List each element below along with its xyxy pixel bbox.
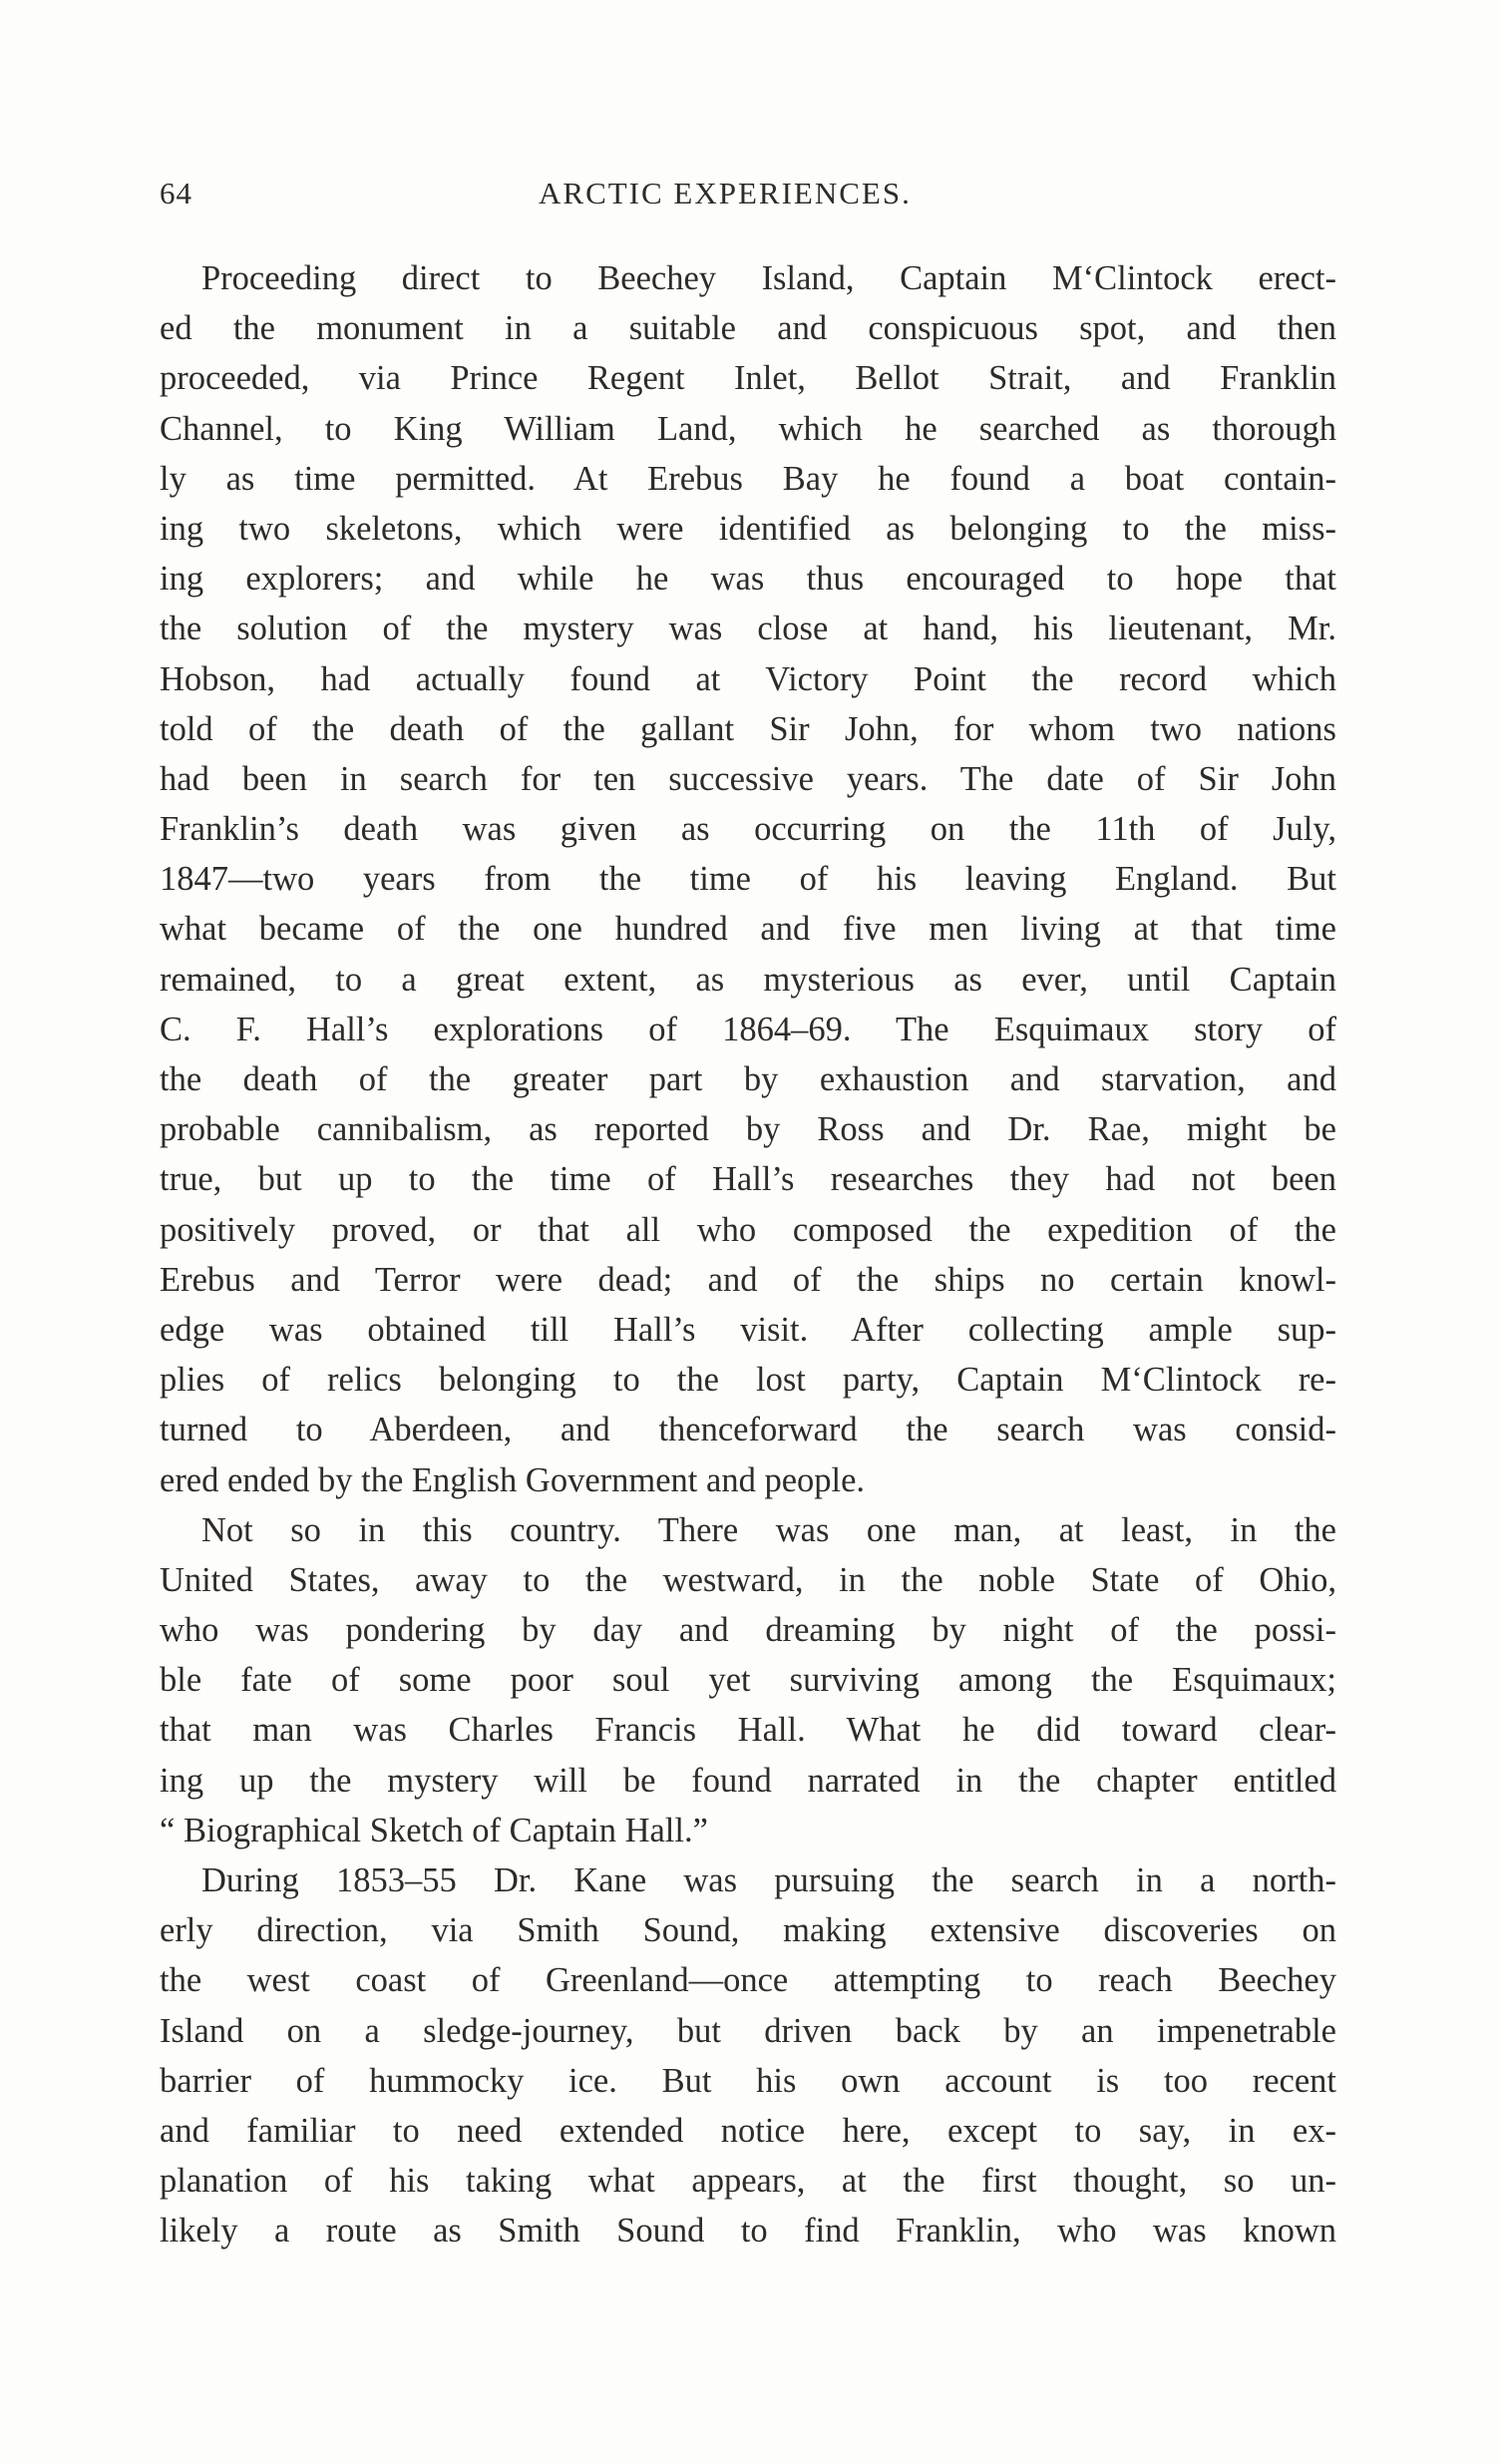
text-line: positively proved, or that all who composed the expedition of the bbox=[160, 1210, 1336, 1249]
body-text bbox=[160, 253, 1336, 2257]
text-line: Franklin’s death was given as occurring on the 11th of July, bbox=[160, 810, 1336, 849]
text-line: ing explorers; and while he was thus encouraged to hope that bbox=[160, 560, 1336, 599]
running-title: ARCTIC EXPERIENCES. bbox=[539, 176, 912, 210]
text-line: the death of the greater part by exhaustion and starvation, and bbox=[160, 1060, 1336, 1098]
text-line: ly as time permitted. At Erebus Bay he found a boat contain- bbox=[160, 459, 1336, 498]
running-head bbox=[160, 176, 1336, 219]
text-line: Hobson, had actually found at Victory Point the record which bbox=[160, 659, 1336, 698]
text-line: United States, away to the westward, in the noble State of Ohio, bbox=[160, 1560, 1336, 1599]
text-line: ered ended by the English Government and people. bbox=[160, 1460, 866, 1499]
text-line: turned to Aberdeen, and thenceforward the search was consid- bbox=[160, 1411, 1336, 1449]
page-number: 64 bbox=[160, 176, 192, 210]
text-line: probable cannibalism, as reported by Ross and Dr. Rae, might be bbox=[160, 1110, 1336, 1149]
text-line: “ Biographical Sketch of Captain Hall.” bbox=[160, 1811, 708, 1849]
text-line: Not so in this country. There was one man, at least, in the bbox=[201, 1510, 1336, 1549]
text-line: remained, to a great extent, as mysterious as ever, until Captain bbox=[160, 960, 1336, 999]
text-line: plies of relics belonging to the lost party, Captain M‘Clintock re- bbox=[160, 1361, 1336, 1400]
text-line: ed the monument in a suitable and conspicuous spot, and then bbox=[160, 309, 1336, 348]
text-line: the west coast of Greenland—once attempting to reach Beechey bbox=[160, 1961, 1336, 2000]
text-line: who was pondering by day and dreaming by night of the possi- bbox=[160, 1611, 1336, 1650]
text-line: what became of the one hundred and five men living at that time bbox=[160, 910, 1336, 949]
text-line: planation of his taking what appears, at the first thought, so un- bbox=[160, 2162, 1336, 2201]
text-line: Erebus and Terror were dead; and of the ships no certain knowl- bbox=[160, 1260, 1336, 1299]
text-line: C. F. Hall’s explorations of 1864–69. The Esquimaux story of bbox=[160, 1010, 1336, 1048]
text-line: ing up the mystery will be found narrated in the chapter entitled bbox=[160, 1761, 1336, 1800]
text-line: ing two skeletons, which were identified as belonging to the miss- bbox=[160, 509, 1336, 548]
text-line: edge was obtained till Hall’s visit. After collecting ample sup- bbox=[160, 1310, 1336, 1349]
text-line: erly direction, via Smith Sound, making extensive discoveries on bbox=[160, 1911, 1336, 1950]
text-line: During 1853–55 Dr. Kane was pursuing the search in a north- bbox=[201, 1861, 1336, 1899]
text-line: barrier of hummocky ice. But his own account is too recent bbox=[160, 2061, 1336, 2100]
text-line: Island on a sledge-journey, but driven back by an impenetrable bbox=[160, 2011, 1336, 2050]
text-line: ble fate of some poor soul yet surviving among the Esquimaux; bbox=[160, 1661, 1336, 1700]
text-line: proceeded, via Prince Regent Inlet, Bellot Strait, and Franklin bbox=[160, 359, 1336, 398]
text-line: 1847—two years from the time of his leaving England. But bbox=[160, 860, 1336, 899]
text-line: true, but up to the time of Hall’s researches they had not been bbox=[160, 1160, 1336, 1199]
text-line: the solution of the mystery was close at hand, his lieutenant, Mr. bbox=[160, 610, 1336, 648]
text-line: told of the death of the gallant Sir John, for whom two nations bbox=[160, 709, 1336, 748]
text-line: Proceeding direct to Beechey Island, Captain M‘Clintock erect- bbox=[201, 259, 1336, 297]
text-line: had been in search for ten successive years. The date of Sir John bbox=[160, 759, 1336, 798]
text-line: likely a route as Smith Sound to find Franklin, who was known bbox=[160, 2212, 1336, 2251]
text-line: that man was Charles Francis Hall. What he did toward clear- bbox=[160, 1711, 1336, 1750]
text-line: Channel, to King William Land, which he searched as thorough bbox=[160, 409, 1336, 448]
text-line: and familiar to need extended notice here, except to say, in ex- bbox=[160, 2111, 1336, 2150]
